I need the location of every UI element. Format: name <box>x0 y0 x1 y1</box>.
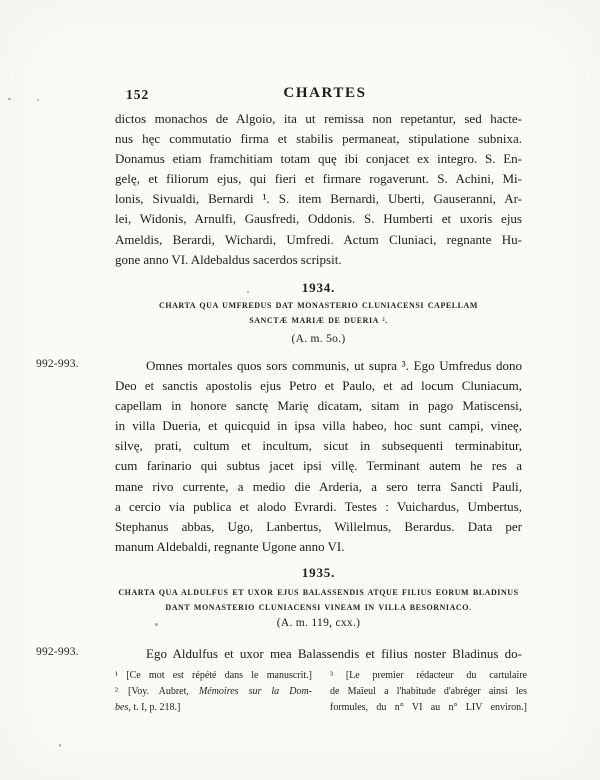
scan-speck <box>247 291 249 293</box>
footnote-line <box>330 668 527 684</box>
archive-reference: (A. m. 5o.) <box>291 333 346 345</box>
text-line: cum farinario qui subtus jacet ipsi villę. Terminant autem he res a <box>115 458 522 474</box>
footnote-line <box>330 700 527 716</box>
text-line: in villa Dueria, et quicquid in ipsa villa habeo, hoc sunt campi, vineę, <box>115 418 522 434</box>
charter-title-line: CHARTA QUA UMFREDUS DAT MONASTERIO CLUNIACENSI CAPELLAM <box>159 301 478 310</box>
text-line: gelę, et filiorum ejus, qui fieri et firmare rogaverunt. S. Achini, Mi- <box>115 171 522 187</box>
section-number: 1934. <box>301 280 336 295</box>
charter-1933-text <box>115 109 522 270</box>
footnote-text: , t. I, p. 218.] <box>128 702 181 713</box>
footnote-text: ³ [Le premier rédacteur du cartulaire <box>330 670 527 681</box>
page-number: 152 <box>126 87 150 102</box>
footnote-text: formules, du n° VI au n° LIV environ.] <box>330 702 527 713</box>
text-line: nus hęc commutatio firma et stabilis permaneat, stipulatione subnixa. <box>115 131 522 147</box>
text-line: dictos monachos de Algoio, ita ut remissa non repetantur, sed hacte- <box>115 111 522 126</box>
footnote-line <box>115 700 312 716</box>
footnotes-right-column <box>330 668 527 716</box>
footnote-line <box>330 684 527 700</box>
text-line: Ego Aldulfus et uxor mea Balassendis et filius noster Bladinus do- <box>146 646 522 661</box>
running-header: CHARTES <box>283 85 367 101</box>
text-line: gone anno VI. Aldebaldus sacerdos scripsit. <box>115 251 342 267</box>
section-number: 1935. <box>301 565 336 580</box>
text-line: Stephanus abbas, Ugo, Lanbertus, Willelmus, Berardus. Data per <box>115 518 522 534</box>
text-line: mane rivo currente, a medio die Arderia, a sero terra Sancti Pauli, <box>115 478 522 494</box>
footnote-text: de Maïeul a l'habitude d'abréger ainsi les <box>330 686 527 697</box>
text-line: capellam in honore sanctę Marię dicatam, sitam in pago Matiscensi, <box>115 398 522 414</box>
margin-date-note: 992-993. <box>36 646 79 658</box>
charter-title-line: SANCTÆ MARIÆ DE DUERIA ². <box>249 316 388 325</box>
scan-speck <box>59 744 61 747</box>
text-line: Donamus etiam framchitiam totam quę ibi conjacet ex integro. S. En- <box>115 151 522 167</box>
text-line: silvę, prati, cultum et incultum, sicut in subsequenti terminabitur, <box>115 438 522 454</box>
footnote-line <box>115 684 312 700</box>
text-line: Ameldis, Berardi, Wichardi, Umfredi. Actum Cluniaci, regnante Hu- <box>115 231 522 247</box>
footnote-text: ¹ [Ce mot est répété dans le manuscrit.] <box>115 670 312 681</box>
footnote-text-italic: Mémoires sur la Dom- <box>198 686 312 697</box>
scan-speck <box>155 623 158 626</box>
footnote-text-italic: bes <box>115 702 129 713</box>
scan-speck <box>8 98 11 100</box>
margin-date-note: 992-993. <box>36 358 79 370</box>
text-line: a cercio via publica et alodo Evrardi. Testes : Vuichardus, Umbertus, <box>115 498 522 514</box>
footnote-text: ² [Voy. Aubret, <box>115 686 199 697</box>
footnotes-left-column <box>115 668 312 716</box>
text-line: manum Aldebaldi, regnante Ugone anno VI. <box>115 538 345 554</box>
footnote-line <box>115 668 312 684</box>
charter-1935-text <box>115 644 522 664</box>
charter-1934-text <box>115 356 522 557</box>
archive-reference: (A. m. 119, cxx.) <box>276 617 361 629</box>
charter-title-line: DANT MONASTERIO CLUNIACENSI VINEAM IN VILLA BESORNIACO. <box>165 603 472 612</box>
text-line: lonis, Sivualdi, Bernardi ¹. S. item Bernardi, Uberti, Gauseranni, Ar- <box>115 191 522 207</box>
text-line: lei, Widonis, Arnulfi, Gausfredi, Oddonis. S. Humberti et uxoris ejus <box>115 211 522 227</box>
text-line: Deo et sanctis apostolis ejus Petro et Paulo, et ad locum Cluniacum, <box>115 378 522 394</box>
text-line: Omnes mortales quos sors communis, ut supra ³. Ego Umfredus dono <box>146 358 522 373</box>
scan-speck <box>37 99 39 101</box>
charter-title-line: CHARTA QUA ALDULFUS ET UXOR EJUS BALASSENDIS ATQUE FILIUS EORUM BLADINUS <box>118 588 519 597</box>
